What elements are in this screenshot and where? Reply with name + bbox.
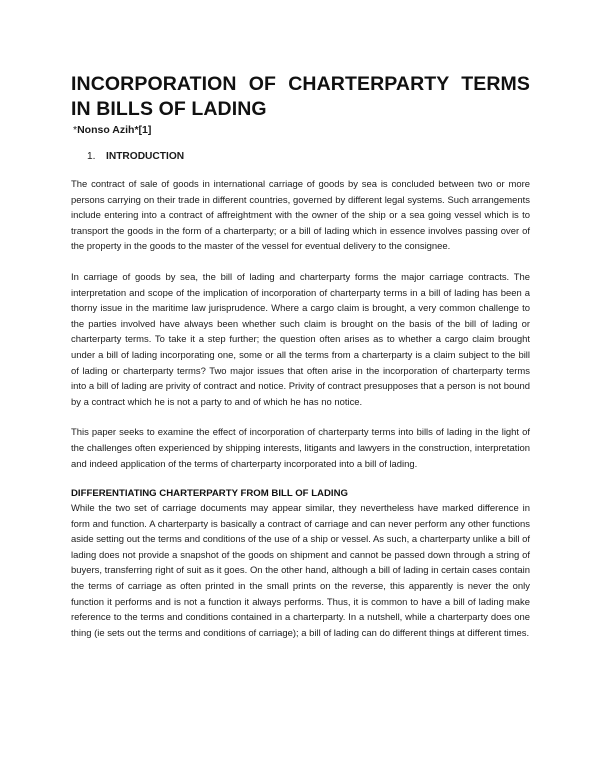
author-prefix: * bbox=[73, 124, 78, 136]
section-number: 1. bbox=[87, 151, 96, 162]
document-title: INCORPORATION OF CHARTERPARTY TERMS IN BILLS OF LADING bbox=[71, 73, 530, 120]
document-page bbox=[71, 72, 530, 641]
section-heading bbox=[87, 150, 530, 164]
author-line bbox=[73, 123, 530, 137]
section-title: INTRODUCTION bbox=[106, 151, 185, 162]
paragraph-2: In carriage of goods by sea, the bill of lading and charterparty forms the major carriage contracts. The interpretation and scope of the implication of incorporation of charterparty terms in a bill of lading has been a thorny issue in the maritime law jurisprudence. Where a cargo claim is brought, a very common challenge to the parties involved have always been whether such claim is brought on the basis of the bill of lading or charterparty terms. To take it a step further; the question often arises as to whether a cargo claim brought under a bill of lading incorporating one, some or all the terms from a charterparty is a claim subject to the bill of lading or charterparty terms? Two major issues that often arise in the incorporation of charterparty terms into a bill of lading are privity of contract and notice. Privity of contract presupposes that a person is not bound by a contract which he is not a party to and of which he has no notice. bbox=[71, 271, 530, 408]
subheading: DIFFERENTIATING CHARTERPARTY FROM BILL OF LADING bbox=[71, 488, 348, 500]
author-name: Nonso Azih*[1] bbox=[77, 124, 152, 136]
paragraph-1: The contract of sale of goods in international carriage of goods by sea is concluded between two or more persons carrying on their trade in different countries, governed by different legal systems. Such arrangements include entering into a contract of affreightment with the owner of the ship or a sea going vessel which is to transport the goods in the form of a charterparty; or a bill of lading which in essence involves passing over of the property in the goods to the master of the vessel for eventual delivery to the consignee. bbox=[71, 179, 530, 253]
paragraph-4: While the two set of carriage documents may appear similar, they nevertheless have marked difference in form and function. A charterparty is basically a contract of carriage and can never perform any other functions aside setting out the terms and conditions of the use of a ship or vessel. As such, a charterparty unlike a bill of lading does not provide a snapshot of the goods on shipment and cannot be passed down through a string of buyers, transferring right of suit as it goes. On the other hand, although a bill of lading in certain cases contain the terms of carriage as often printed in the small prints on the reverse, this apparently is never the only function it performs and is not a function it always performs. Thus, it is common to have a bill of lading make reference to the terms and conditions contained in a charterparty. In a nutshell, while a charterparty does one thing (ie sets out the terms and conditions of carriage); a bill of lading can do different things at different times. bbox=[71, 503, 530, 639]
paragraph-3: This paper seeks to examine the effect of incorporation of charterparty terms into bills of lading in the light of the challenges often experienced by shipping interests, litigants and lawyers in the construction, interpretation and indeed application of the terms of charterparty incorporated into a bill of lading. bbox=[71, 427, 530, 470]
